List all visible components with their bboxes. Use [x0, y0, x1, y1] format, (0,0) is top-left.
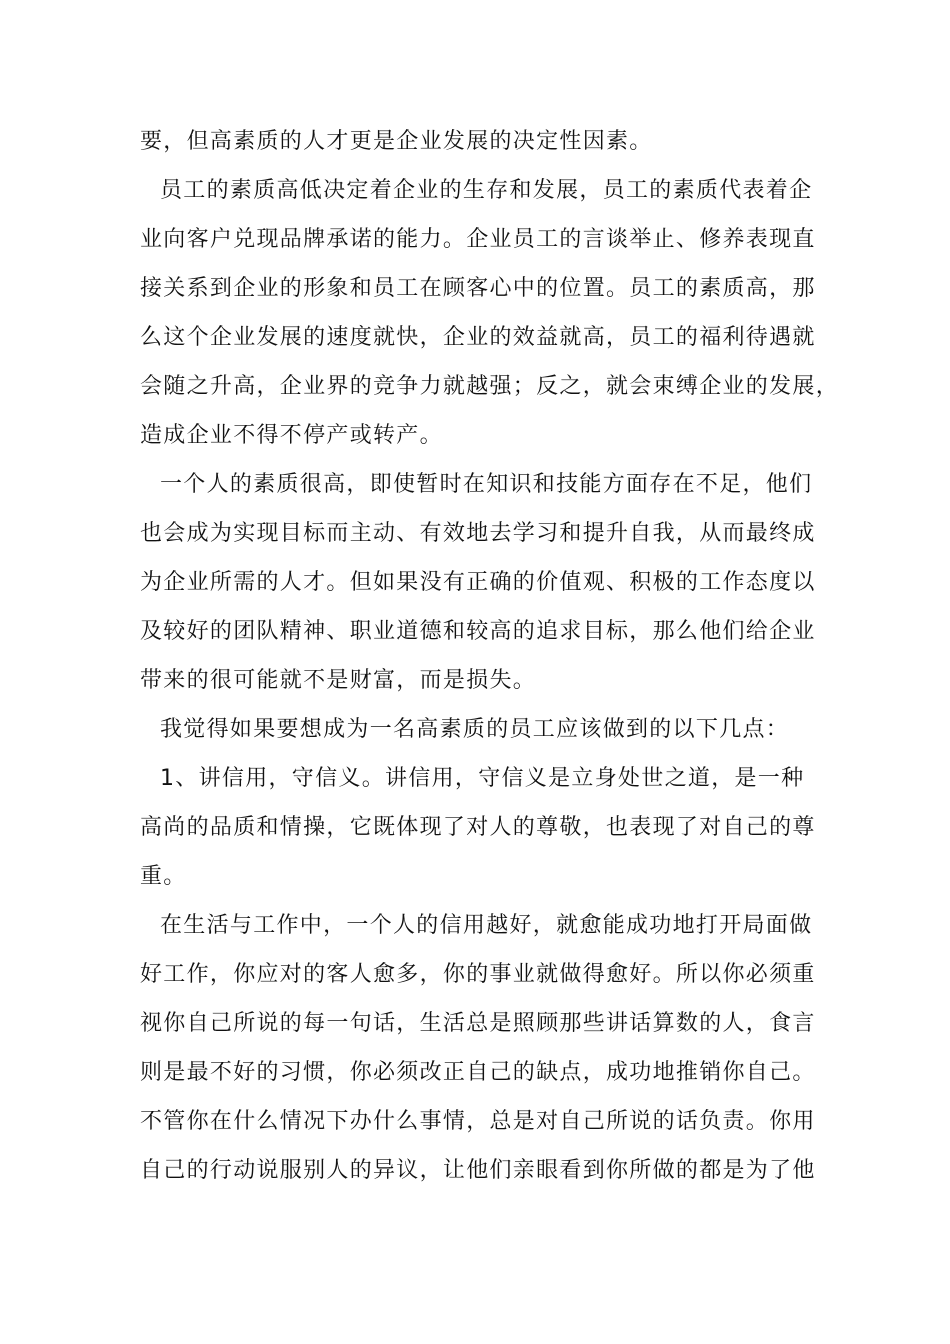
paragraph-line: 为企业所需的人才。但如果没有正确的价值观、积极的工作态度以 [140, 570, 816, 595]
paragraph-line: 业向客户兑现品牌承诺的能力。企业员工的言谈举止、修养表现直 [140, 227, 816, 252]
paragraph-line: 不管你在什么情况下办什么事情，总是对自己所说的话负责。你用 [140, 1109, 816, 1134]
paragraph-line: 带来的很可能就不是财富，而是损失。 [140, 668, 537, 693]
paragraph-line: 要，但高素质的人才更是企业发展的决定性因素。 [140, 129, 653, 154]
paragraph-line: 1、讲信用，守信义。讲信用，守信义是立身处世之道，是一种 [160, 766, 805, 791]
paragraph-line: 会随之升高，企业界的竞争力就越强；反之，就会束缚企业的发展， [140, 374, 840, 399]
paragraph-line: 自己的行动说服别人的异议，让他们亲眼看到你所做的都是为了他 [140, 1158, 816, 1183]
paragraph-line: 也会成为实现目标而主动、有效地去学习和提升自我，从而最终成 [140, 521, 816, 546]
paragraph-line: 及较好的团队精神、职业道德和较高的追求目标，那么他们给企业 [140, 619, 816, 644]
paragraph-line: 员工的素质高低决定着企业的生存和发展，员工的素质代表着企 [160, 178, 813, 203]
paragraph-line: 一个人的素质很高，即使暂时在知识和技能方面存在不足，他们 [160, 472, 813, 497]
paragraph-line: 么这个企业发展的速度就快，企业的效益就高，员工的福利待遇就 [140, 325, 816, 350]
paragraph-line: 造成企业不得不停产或转产。 [140, 423, 443, 448]
paragraph-line: 接关系到企业的形象和员工在顾客心中的位置。员工的素质高，那 [140, 276, 816, 301]
paragraph-line: 高尚的品质和情操，它既体现了对人的尊敬，也表现了对自己的尊 [140, 815, 816, 840]
document-body [140, 117, 840, 1195]
paragraph-line: 在生活与工作中，一个人的信用越好，就愈能成功地打开局面做 [160, 913, 813, 938]
paragraph-line: 视你自己所说的每一句话，生活总是照顾那些讲话算数的人，食言 [140, 1011, 816, 1036]
paragraph-line: 好工作，你应对的客人愈多，你的事业就做得愈好。所以你必须重 [140, 962, 816, 987]
paragraph-line: 则是最不好的习惯，你必须改正自己的缺点，成功地推销你自己。 [140, 1060, 816, 1085]
paragraph-line: 我觉得如果要想成为一名高素质的员工应该做到的以下几点： [160, 717, 790, 742]
paragraph-line: 重。 [140, 864, 187, 889]
